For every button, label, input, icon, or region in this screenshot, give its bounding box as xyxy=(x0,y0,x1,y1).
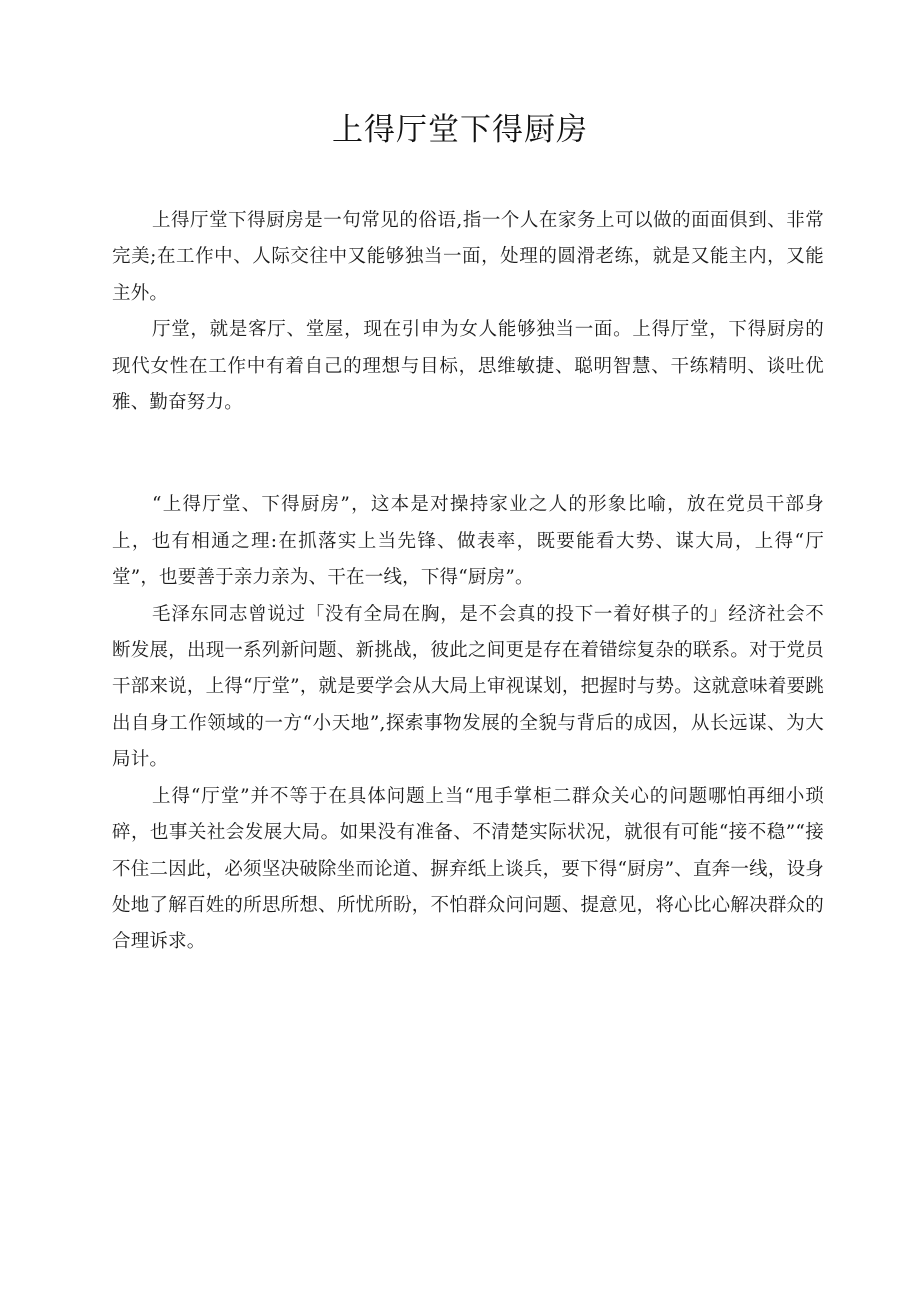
paragraph-spacer xyxy=(112,421,824,487)
paragraph-3: “上得厅堂、下得厨房”，这本是对操持家业之人的形象比喻，放在党员干部身上，也有相通之理:在抓落实上当先锋、做表率，既要能看大势、谋大局，上得“厅堂”，也要善于亲力亲为、干在一线，下得“厨房”。 xyxy=(112,494,824,589)
page-title: 上得厅堂下得厨房 xyxy=(332,112,588,148)
paragraph-4: 毛泽东同志曾说过「没有全局在胸，是不会真的投下一着好棋子的」经济社会不断发展，出现一系列新问题、新挑战，彼此之间更是存在着错综复杂的联系。对于党员干部来说，上得“厅堂”，就是要学会从大局上审视谋划，把握时与势。这就意味着要跳出自身工作领域的一方“小天地”,探索事物发展的全貌与背后的成因，从长远谋、为大局计。 xyxy=(112,603,824,771)
paragraph-1: 上得厅堂下得厨房是一句常见的俗语,指一个人在家务上可以做的面面俱到、非常完美;在工作中、人际交往中又能够独当一面，处理的圆滑老练，就是又能主内，又能主外。 xyxy=(112,210,824,304)
paragraph-2: 厅堂，就是客厅、堂屋，现在引申为女人能够独当一面。上得厅堂，下得厨房的现代女性在工作中有着自己的理想与目标，思维敏捷、聪明智慧、干练精明、谈吐优雅、勤奋努力。 xyxy=(112,319,824,414)
paragraph-5: 上得“厅堂”并不等于在具体问题上当“甩手掌柜二群众关心的问题哪怕再细小琐碎，也事关社会发展大局。如果没有准备、不清楚实际状况，就很有可能“接不稳”“接不住二因此，必须坚决破除坐而论道、摒弃纸上谈兵，要下得“厨房”、直奔一线，设身处地了解百姓的所思所想、所忧所盼，不怕群众问问题、提意见，将心比心解决群众的合理诉求。 xyxy=(112,785,824,953)
document-body xyxy=(112,203,824,961)
